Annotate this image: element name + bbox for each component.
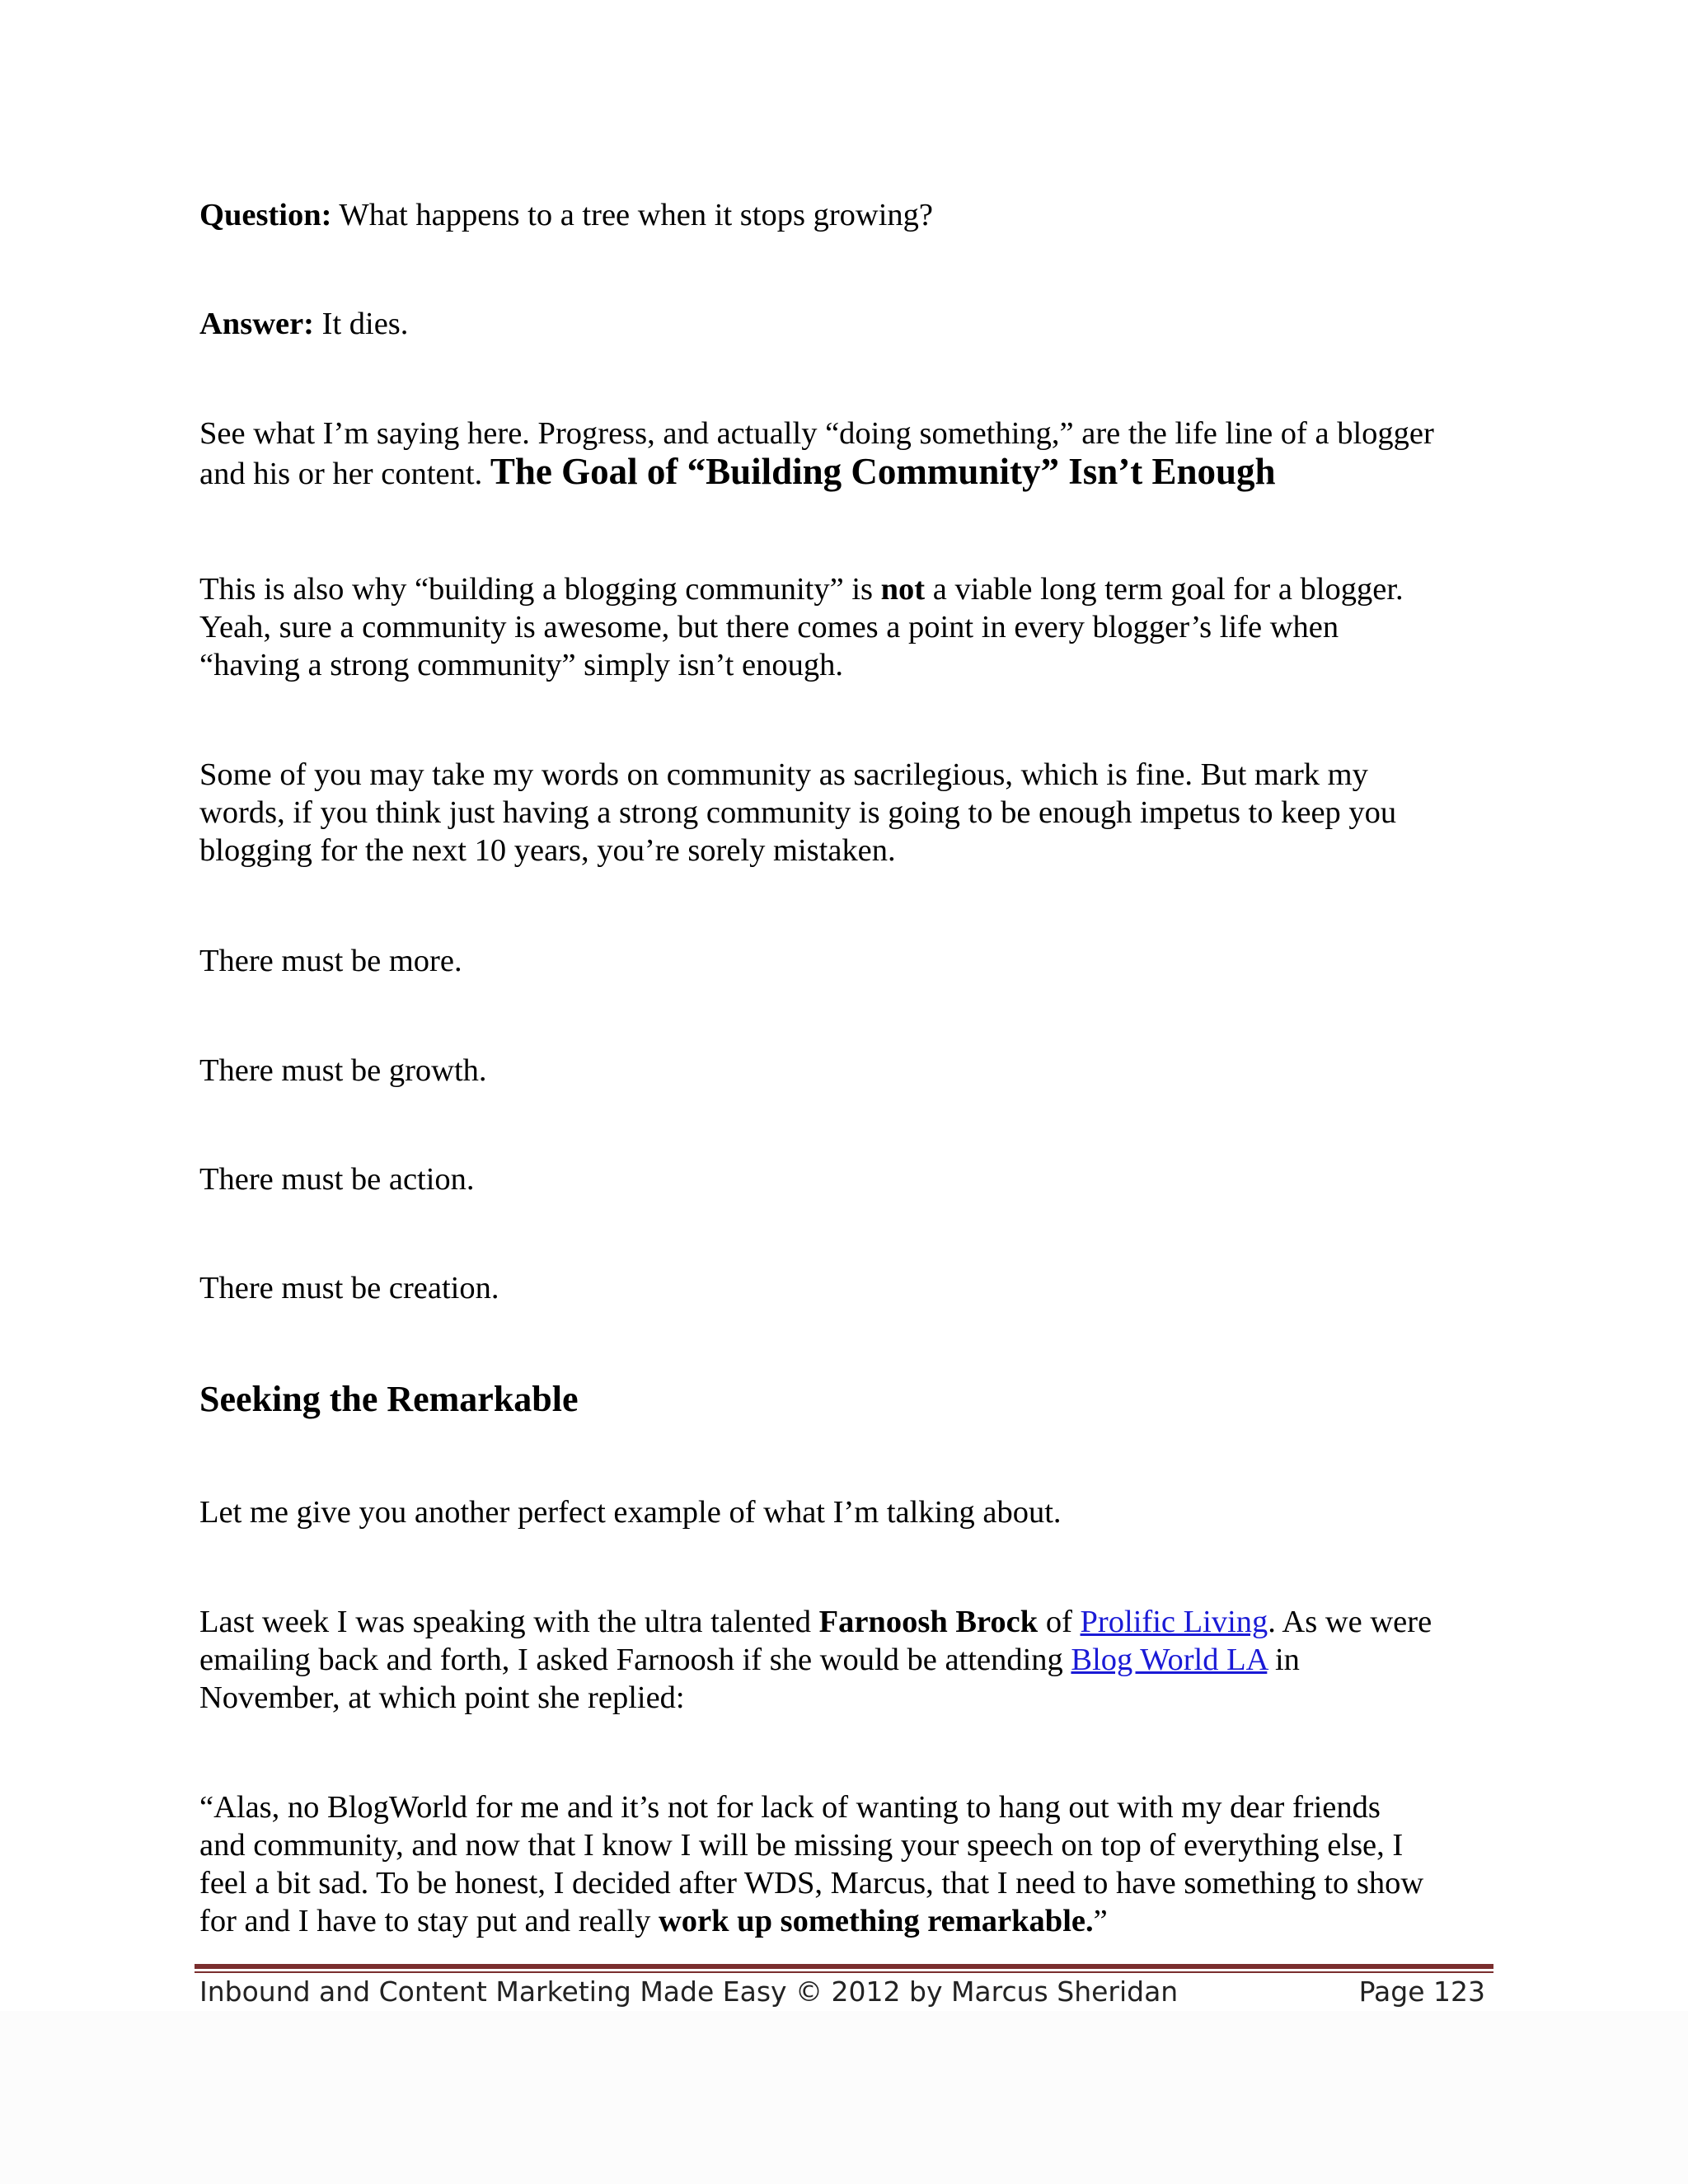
farnoosh-line-1c: . As we were [1268, 1605, 1432, 1639]
example-paragraph: Let me give you another perfect example of what I’m talking about. [199, 1495, 1062, 1530]
viable-line-1a: This is also why “building a blogging community” is [199, 572, 881, 607]
viable-goal-paragraph [199, 570, 1502, 684]
bottom-margin [0, 2011, 1688, 2184]
farnoosh-line-2a: emailing back and forth, I asked Farnoosh if she would be attending [199, 1643, 1071, 1677]
farnoosh-line-1b: of [1038, 1605, 1081, 1639]
quote-line-3: feel a bit sad. To be honest, I decided after WDS, Marcus, that I need to have something to show [199, 1866, 1424, 1900]
answer-line [199, 305, 1502, 343]
sacrilegious-line-1: Some of you may take my words on community as sacrilegious, which is fine. But mark my [199, 757, 1368, 792]
must-be-more: There must be more. [199, 944, 462, 978]
quote-bold-remarkable: work up something remarkable. [659, 1904, 1094, 1938]
quote-line-1: “Alas, no BlogWorld for me and it’s not for lack of wanting to hang out with my dear friends [199, 1790, 1381, 1825]
viable-line-3: “having a strong community” simply isn’t enough. [199, 648, 843, 682]
community-heading: The Goal of “Building Community” Isn’t Enough [490, 451, 1276, 492]
footer-page-number: Page 123 [1358, 1975, 1485, 2008]
progress-line-2: and his or her content. [199, 457, 490, 491]
prolific-living-link[interactable]: Prolific Living [1080, 1605, 1268, 1639]
progress-paragraph [199, 415, 1502, 493]
answer-text: It dies. [314, 307, 409, 341]
quote-paragraph [199, 1788, 1502, 1940]
quote-line-2: and community, and now that I know I will be missing your speech on top of everything else, I [199, 1828, 1404, 1863]
question-text: What happens to a tree when it stops growing? [331, 198, 933, 232]
answer-label: Answer: [199, 307, 314, 341]
sacrilegious-line-2: words, if you think just having a strong community is going to be enough impetus to keep you [199, 795, 1397, 830]
progress-line-1: See what I’m saying here. Progress, and actually “doing something,” are the life line of a blogger [199, 416, 1434, 451]
farnoosh-line-1a: Last week I was speaking with the ultra talented [199, 1605, 819, 1639]
viable-bold-not: not [880, 572, 926, 607]
question-label: Question: [199, 198, 332, 232]
footer-rule-thin [195, 1971, 1493, 1973]
sacrilegious-paragraph [199, 756, 1502, 869]
footer-rule-thick [195, 1964, 1493, 1969]
must-be-creation: There must be creation. [199, 1271, 499, 1305]
farnoosh-line-2b: in [1267, 1643, 1300, 1677]
must-be-growth: There must be growth. [199, 1053, 487, 1088]
footer-title: Inbound and Content Marketing Made Easy © 2012 by Marcus Sheridan [199, 1975, 1179, 2008]
page-footer [199, 1975, 1485, 2008]
farnoosh-line-3: November, at which point she replied: [199, 1680, 685, 1715]
must-be-action: There must be action. [199, 1162, 475, 1197]
blog-world-la-link[interactable]: Blog World LA [1071, 1643, 1268, 1677]
sacrilegious-line-3: blogging for the next 10 years, you’re sorely mistaken. [199, 833, 896, 868]
farnoosh-name: Farnoosh Brock [818, 1605, 1039, 1639]
quote-line-4b: ” [1093, 1904, 1108, 1938]
farnoosh-paragraph [199, 1603, 1502, 1717]
viable-line-2: Yeah, sure a community is awesome, but there comes a point in every blogger’s life when [199, 610, 1339, 644]
quote-line-4a: for and I have to stay put and really [199, 1904, 659, 1938]
question-line [199, 196, 1502, 234]
viable-line-1b: a viable long term goal for a blogger. [925, 572, 1404, 607]
section-heading-remarkable: Seeking the Remarkable [199, 1379, 579, 1419]
